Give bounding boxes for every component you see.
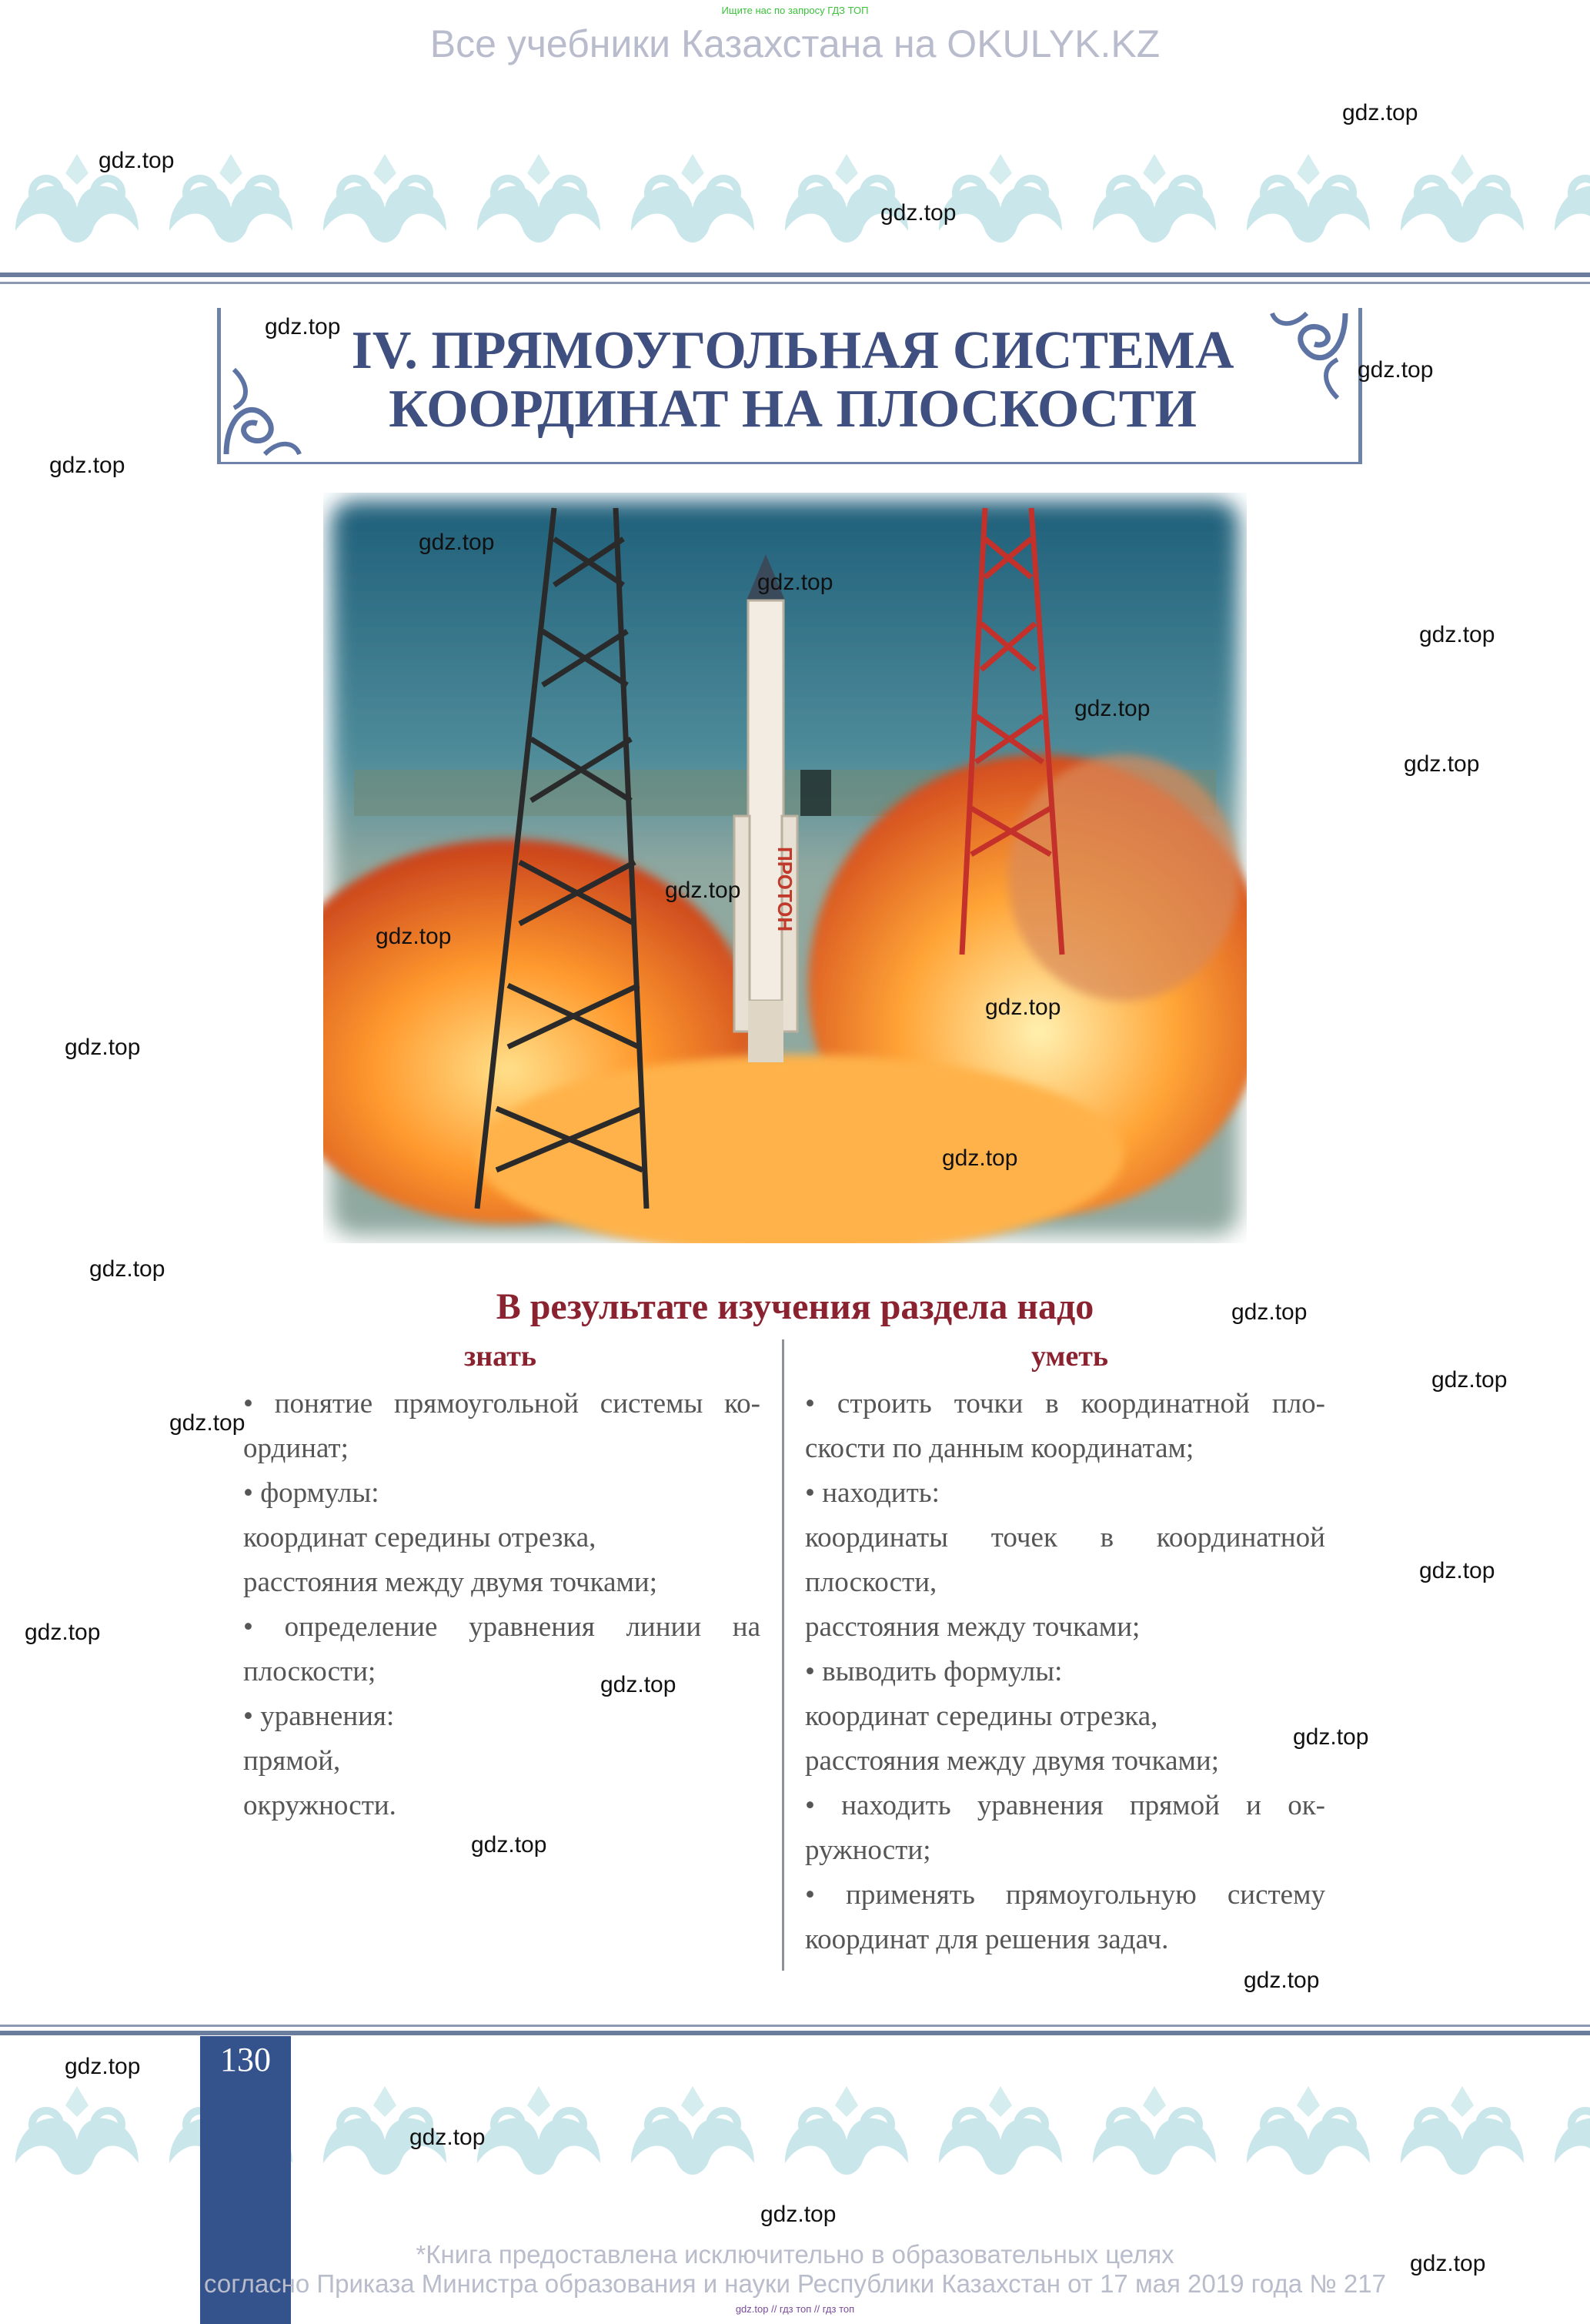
watermark: gdz.top xyxy=(600,1672,676,1697)
bottom-rule-thin xyxy=(0,2025,1590,2027)
footer-note-line-2: согласно Приказа Министра образования и науки Республики Казахстан от 17 мая 2019 года № 217 xyxy=(204,2269,1386,2298)
watermark: gdz.top xyxy=(1358,357,1434,383)
can-line: скости по данным координатам; xyxy=(805,1433,1194,1464)
can-line: координаты точек в координатной xyxy=(805,1522,1325,1553)
watermark: gdz.top xyxy=(169,1410,246,1436)
can-line: координат для решения задач. xyxy=(805,1924,1169,1955)
watermark: gdz.top xyxy=(265,314,341,339)
watermark: gdz.top xyxy=(65,1035,141,1060)
can-line: плоскости, xyxy=(805,1567,937,1598)
can-line: • выводить формулы: xyxy=(805,1656,1063,1687)
watermark: gdz.top xyxy=(49,453,125,478)
can-line: расстояния между точками; xyxy=(805,1611,1141,1643)
watermark: gdz.top xyxy=(1410,2251,1486,2276)
watermark: gdz.top xyxy=(376,924,452,949)
watermark: gdz.top xyxy=(1231,1299,1308,1325)
bottom-rule xyxy=(0,2031,1590,2035)
watermark: gdz.top xyxy=(942,1145,1018,1171)
watermark: gdz.top xyxy=(1342,100,1418,125)
watermark: gdz.top xyxy=(1431,1367,1508,1393)
rocket-launch-photo xyxy=(323,493,1247,1243)
know-line: • определение уравнения линии на xyxy=(243,1611,760,1643)
watermark: gdz.top xyxy=(65,2054,141,2079)
watermark: gdz.top xyxy=(419,530,495,555)
watermark: gdz.top xyxy=(985,995,1061,1020)
watermark: gdz.top xyxy=(409,2125,486,2150)
watermark: gdz.top xyxy=(1244,1968,1320,1993)
top-rule-thin xyxy=(0,282,1590,284)
can-line: • находить: xyxy=(805,1477,940,1509)
top-ornament-band xyxy=(0,139,1590,277)
rocket-label: ПРОТОН xyxy=(773,847,797,932)
can-line: • находить уравнения прямой и ок- xyxy=(805,1790,1325,1821)
know-line: окружности. xyxy=(243,1790,396,1821)
know-line: • формулы: xyxy=(243,1477,379,1509)
can-line: расстояния между двумя точками; xyxy=(805,1745,1219,1777)
watermark: gdz.top xyxy=(665,878,741,903)
top-rule xyxy=(0,273,1590,277)
search-hint: Ищите нас по запросу ГДЗ ТОП xyxy=(721,5,869,16)
watermark: gdz.top xyxy=(99,148,175,173)
know-line: плоскости; xyxy=(243,1656,376,1687)
chapter-title-line-2: КООРДИНАТ НА ПЛОСКОСТИ xyxy=(389,380,1197,439)
results-heading: В результате изучения раздела надо xyxy=(496,1286,1094,1327)
watermark: gdz.top xyxy=(760,2202,837,2227)
chapter-title xyxy=(292,322,1293,439)
page-number: 130 xyxy=(220,2041,271,2078)
watermark: gdz.top xyxy=(1074,696,1151,721)
know-line: ординат; xyxy=(243,1433,349,1464)
watermark: gdz.top xyxy=(25,1620,101,1645)
know-line: прямой, xyxy=(243,1745,341,1777)
watermark: gdz.top xyxy=(880,200,957,226)
watermark: gdz.top xyxy=(1419,622,1495,647)
title-corner-ornament-left xyxy=(219,354,303,458)
can-line: ружности; xyxy=(805,1834,931,1866)
can-list xyxy=(805,1382,1325,1962)
know-column-header: знать xyxy=(464,1340,536,1373)
watermark: gdz.top xyxy=(1404,751,1480,777)
footer-note-line-1: *Книга предоставлена исключительно в образовательных целях xyxy=(416,2240,1174,2269)
watermark: gdz.top xyxy=(757,570,833,595)
column-divider xyxy=(782,1339,784,1971)
watermark: gdz.top xyxy=(1293,1724,1369,1750)
know-list xyxy=(243,1382,760,1828)
watermark: gdz.top xyxy=(471,1832,547,1858)
know-line: • понятие прямоугольной системы ко- xyxy=(243,1388,760,1419)
chapter-title-line-1: IV. ПРЯМОУГОЛЬНАЯ СИСТЕМА xyxy=(351,321,1234,380)
can-column-header: уметь xyxy=(1030,1340,1108,1373)
know-line: • уравнения: xyxy=(243,1700,395,1732)
footer-tiny-text: gdz.top // гдз топ // гдз топ xyxy=(735,2303,855,2315)
know-line: расстояния между двумя точками; xyxy=(243,1567,657,1598)
can-line: • применять прямоугольную систему xyxy=(805,1879,1325,1911)
watermark: gdz.top xyxy=(89,1256,165,1282)
site-banner[interactable]: Все учебники Казахстана на OKULYK.KZ xyxy=(429,22,1161,65)
know-line: координат середины отрезка, xyxy=(243,1522,596,1553)
watermark: gdz.top xyxy=(1419,1558,1495,1583)
can-line: • строить точки в координатной пло- xyxy=(805,1388,1325,1419)
can-line: координат середины отрезка, xyxy=(805,1700,1158,1732)
